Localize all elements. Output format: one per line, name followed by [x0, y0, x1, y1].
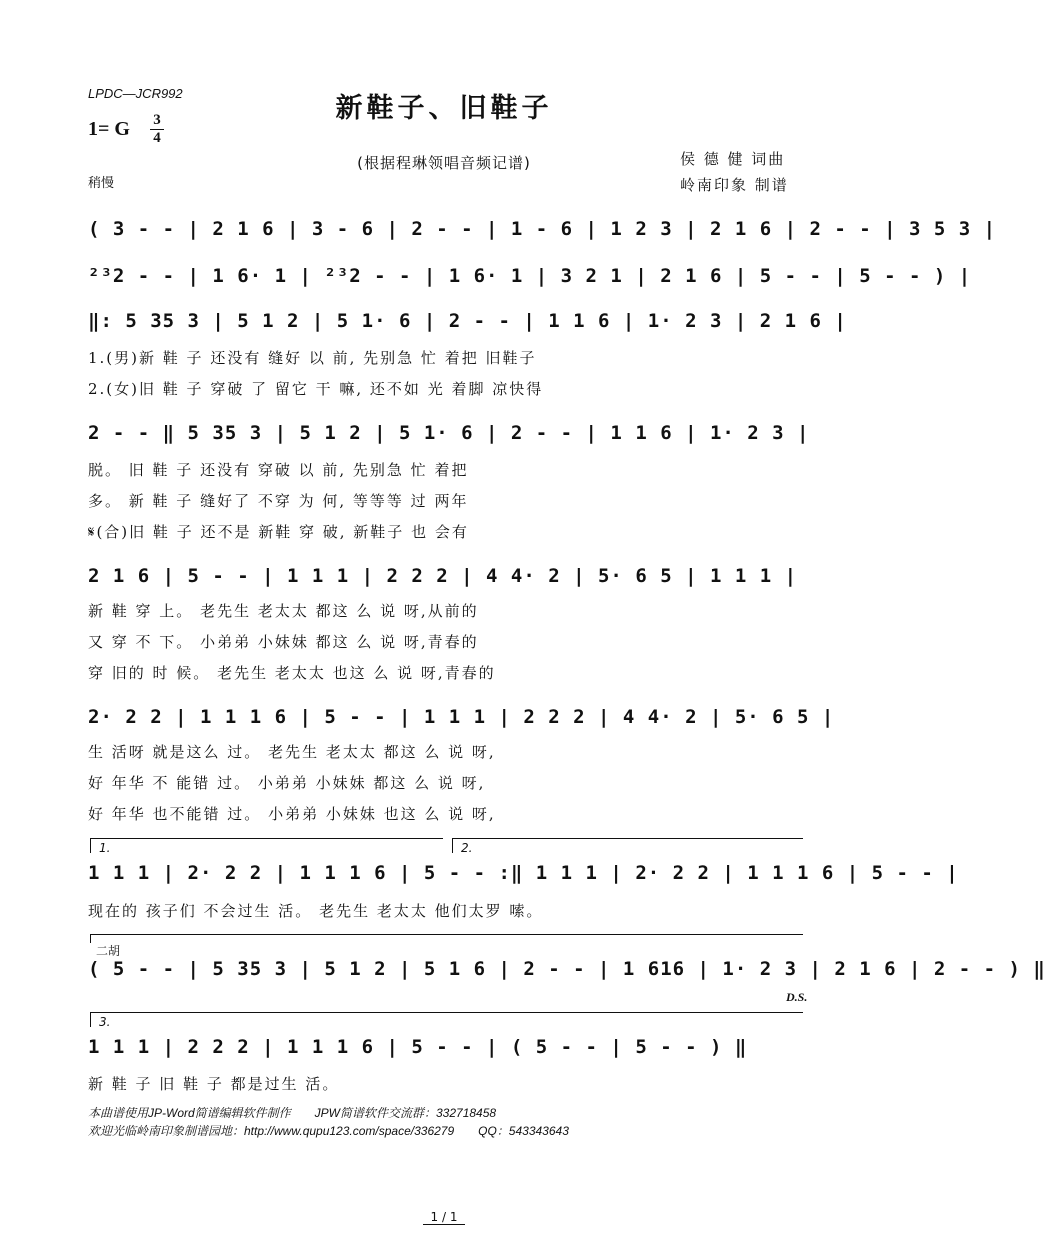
volta-2-bracket: 2. — [452, 838, 803, 853]
notation-line-4: 2 - - ‖ 5 35 3 | 5 1 2 | 5 1· 6 | 2 - - | 1 1 6 | 1· 2 3 | — [88, 422, 810, 444]
lyricist-credit: 侯 德 健 词曲 — [680, 150, 786, 168]
notation-line-1: ( 3 - - | 2 1 6 | 3 - 6 | 2 - - | 1 - 6 | 1 2 3 | 2 1 6 | 2 - - | 3 5 3 | — [88, 218, 997, 240]
lyric-line: 脱。 旧 鞋 子 还没有 穿破 以 前, 先别急 忙 着把 — [88, 461, 469, 479]
lyric-line: 多。 新 鞋 子 缝好了 不穿 为 何, 等等等 过 两年 — [88, 492, 469, 510]
time-signature-top: 3 — [153, 112, 161, 128]
erhu-bracket — [90, 934, 803, 943]
website-credit: 欢迎光临岭南印象制谱园地：http://www.qupu123.com/space/336279 QQ：543343643 — [88, 1124, 569, 1138]
score-code: LPDC—JCR992 — [88, 86, 183, 101]
lyric-line: 𝄋(合)旧 鞋 子 还不是 新鞋 穿 破, 新鞋子 也 会有 — [88, 523, 469, 541]
key-signature: 1= G — [88, 118, 130, 140]
lyric-line: 好 年华 不 能错 过。 小弟弟 小妹妹 都这 么 说 呀, — [88, 774, 486, 792]
lyric-line: 新 鞋 子 旧 鞋 子 都是过生 活。 — [88, 1075, 340, 1093]
lyric-line: 又 穿 不 下。 小弟弟 小妹妹 都这 么 说 呀,青春的 — [88, 633, 479, 651]
ds-marking: D.S. — [786, 990, 808, 1004]
notation-line-8: ( 5 - - | 5 35 3 | 5 1 2 | 5 1 6 | 2 - - | 1 616 | 1· 2 3 | 2 1 6 | 2 - - ) ‖ — [88, 958, 1046, 980]
lyric-line: 好 年华 也不能错 过。 小弟弟 小妹妹 也这 么 说 呀, — [88, 805, 496, 823]
arranger-credit: 岭南印象 制谱 — [680, 176, 789, 194]
volta-3-bracket: 3. — [90, 1012, 803, 1027]
lyric-line: 新 鞋 穿 上。 老先生 老太太 都这 么 说 呀,从前的 — [88, 602, 479, 620]
instrument-label: 二胡 — [96, 944, 121, 958]
lyric-line: 生 活呀 就是这么 过。 老先生 老太太 都这 么 说 呀, — [88, 743, 496, 761]
notation-line-2: ²³2 - - | 1 6· 1 | ²³2 - - | 1 6· 1 | 3 2 1 | 2 1 6 | 5 - - | 5 - - ) | — [88, 265, 972, 287]
notation-line-5: 2 1 6 | 5 - - | 1 1 1 | 2 2 2 | 4 4· 2 | 5· 6 5 | 1 1 1 | — [88, 565, 798, 587]
lyric-line: 1.(男)新 鞋 子 还没有 缝好 以 前, 先别急 忙 着把 旧鞋子 — [88, 349, 537, 367]
time-signature-bottom: 4 — [153, 130, 161, 146]
page-number: 1 / 1 — [0, 1210, 888, 1224]
subtitle: (根据程琳领唱音频记谱) — [357, 154, 531, 172]
page-title: 新鞋子、旧鞋子 — [335, 93, 553, 124]
lyric-line: 穿 旧的 时 候。 老先生 老太太 也这 么 说 呀,青春的 — [88, 664, 496, 682]
volta-1-bracket: 1. — [90, 838, 443, 853]
notation-line-9: 1 1 1 | 2 2 2 | 1 1 1 6 | 5 - - | ( 5 - - | 5 - - ) ‖ — [88, 1036, 748, 1058]
notation-line-3: ‖: 5 35 3 | 5 1 2 | 5 1· 6 | 2 - - | 1 1 6 | 1· 2 3 | 2 1 6 | — [88, 310, 847, 332]
software-credit: 本曲谱使用JP-Word简谱编辑软件制作 JPW简谱软件交流群：332718458 — [88, 1106, 497, 1120]
lyric-line: 现在的 孩子们 不会过生 活。 老先生 老太太 他们太罗 嗦。 — [88, 902, 544, 920]
tempo-marking: 稍慢 — [88, 176, 115, 191]
notation-line-7: 1 1 1 | 2· 2 2 | 1 1 1 6 | 5 - - :‖ 1 1 1 | 2· 2 2 | 1 1 1 6 | 5 - - | — [88, 862, 959, 884]
notation-line-6: 2· 2 2 | 1 1 1 6 | 5 - - | 1 1 1 | 2 2 2 | 4 4· 2 | 5· 6 5 | — [88, 706, 835, 728]
lyric-line: 2.(女)旧 鞋 子 穿破 了 留它 干 嘛, 还不如 光 着脚 凉快得 — [88, 380, 544, 398]
